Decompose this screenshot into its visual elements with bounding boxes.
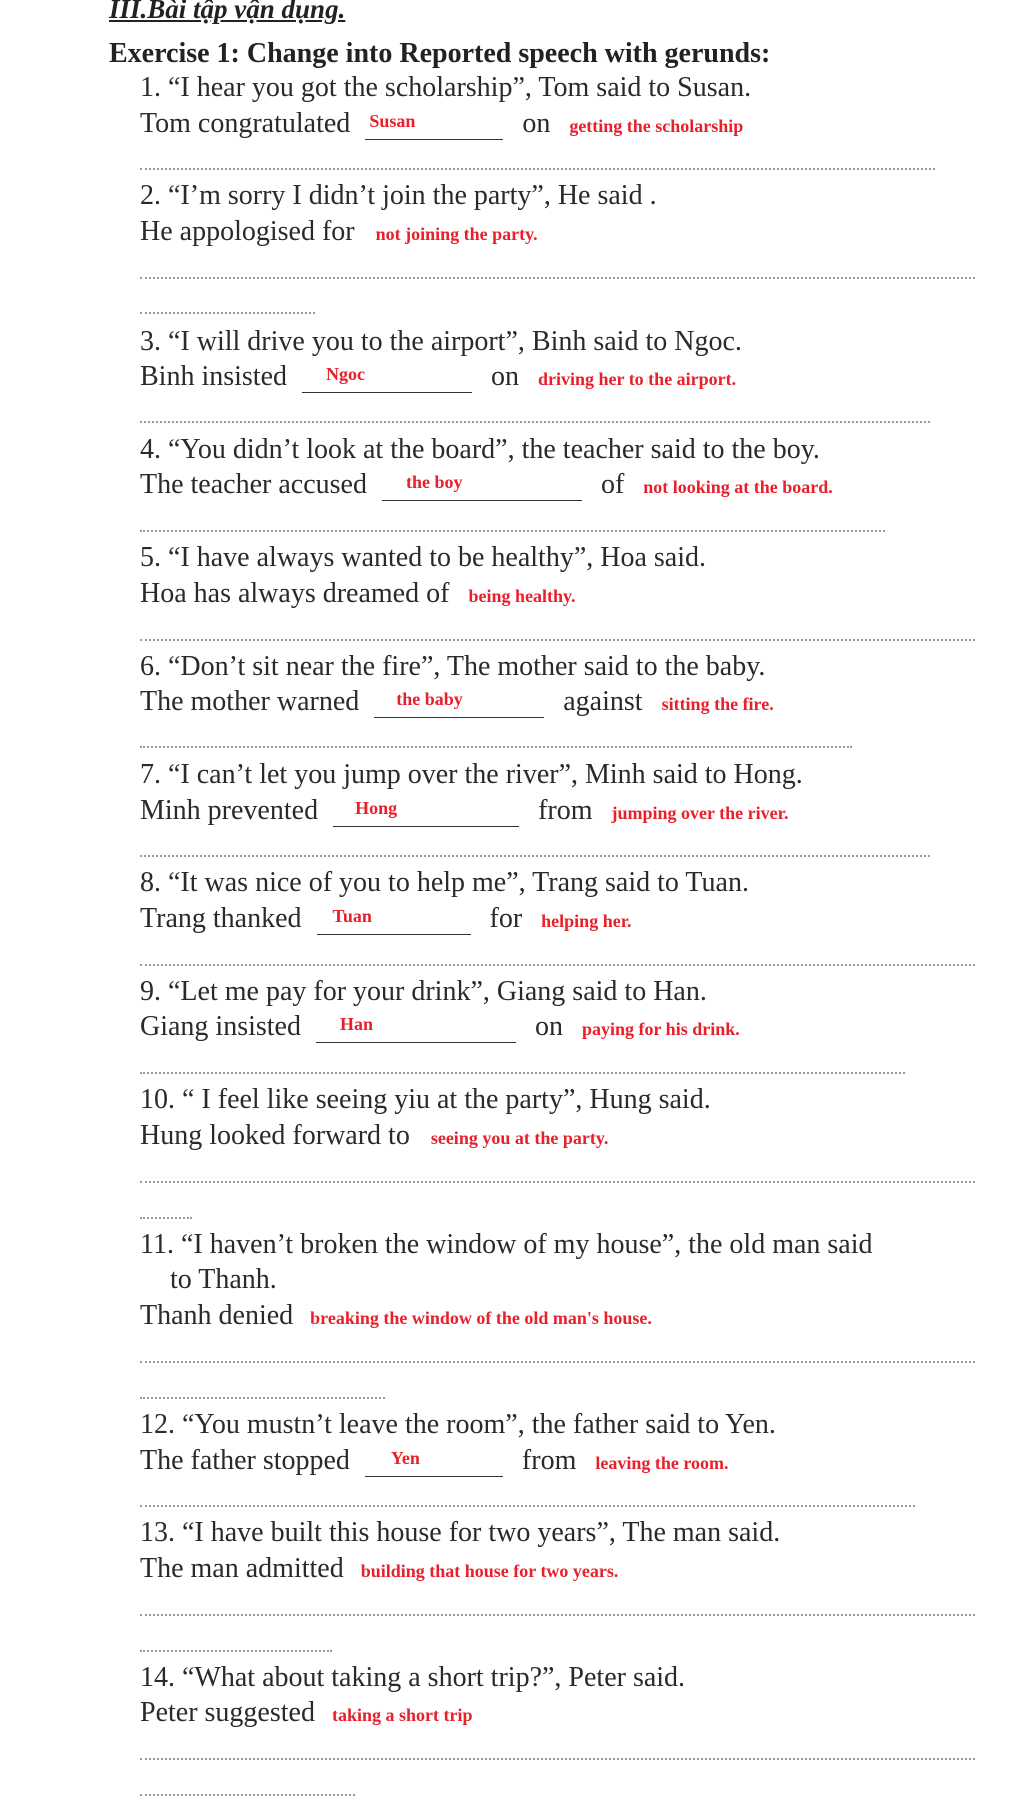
dotted-line: [140, 168, 935, 170]
dotted-line: [140, 1505, 915, 1507]
answer-stem: Hoa has always dreamed of: [140, 578, 450, 609]
gerund-answer: not joining the party.: [375, 224, 538, 244]
dotted-line: [140, 1397, 385, 1399]
preposition: on: [535, 1011, 563, 1042]
gerund-answer: driving her to the airport.: [538, 369, 737, 389]
answer-line-14: [140, 1697, 472, 1729]
question-9: 9. “Let me pay for your drink”, Giang said to Han.: [140, 976, 707, 1007]
answer-line-11: [140, 1300, 652, 1332]
blank-answer: Han: [340, 1014, 374, 1034]
answer-blank: [365, 109, 503, 140]
answer-line-13: [140, 1553, 618, 1585]
gerund-answer: jumping over the river.: [611, 803, 789, 823]
answer-line-6: [140, 686, 774, 718]
blank-answer: Tuan: [332, 906, 372, 926]
question-2: 2. “I’m sorry I didn’t join the party”, He said .: [140, 180, 657, 211]
dotted-line: [140, 1181, 975, 1183]
gerund-answer: seeing you at the party.: [430, 1128, 609, 1148]
dotted-line: [140, 312, 315, 314]
answer-blank: [333, 796, 519, 827]
answer-line-3: [140, 361, 736, 393]
answer-stem: Binh insisted: [140, 361, 288, 392]
dotted-line: [140, 1794, 355, 1796]
question-6: 6. “Don’t sit near the fire”, The mother said to the baby.: [140, 651, 766, 682]
answer-stem: Thanh denied: [140, 1300, 294, 1331]
dotted-line: [140, 1072, 905, 1074]
answer-blank: [365, 1446, 503, 1477]
answer-line-10: [140, 1120, 608, 1152]
question-8: 8. “It was nice of you to help me”, Trang said to Tuan.: [140, 867, 749, 898]
question-11-continued: to Thanh.: [170, 1264, 277, 1295]
answer-blank: [317, 904, 471, 935]
answer-blank: [302, 362, 472, 393]
dotted-line: [140, 1758, 975, 1760]
dotted-line: [140, 421, 930, 423]
dotted-line: [140, 277, 975, 279]
question-10: 10. “ I feel like seeing yiu at the party”, Hung said.: [140, 1084, 711, 1115]
gerund-answer: sitting the fire.: [661, 694, 774, 714]
answer-stem: Giang insisted: [140, 1011, 301, 1042]
question-13: 13. “I have built this house for two years”, The man said.: [140, 1517, 781, 1548]
dotted-line: [140, 964, 975, 966]
dotted-line: [140, 1217, 192, 1219]
answer-line-1: [140, 108, 743, 140]
gerund-answer: not looking at the board.: [643, 477, 833, 497]
question-5: 5. “I have always wanted to be healthy”, Hoa said.: [140, 542, 707, 573]
answer-stem: The mother warned: [140, 686, 360, 717]
question-11: 11. “I haven’t broken the window of my house”, the old man said: [140, 1229, 873, 1260]
gerund-answer: building that house for two years.: [360, 1561, 619, 1581]
question-14: 14. “What about taking a short trip?”, Peter said.: [140, 1662, 686, 1693]
preposition: from: [521, 1445, 577, 1476]
exercise-title: Exercise 1: Change into Reported speech with gerunds:: [109, 38, 771, 69]
answer-line-9: [140, 1011, 740, 1043]
dotted-line: [140, 746, 852, 748]
dotted-line: [140, 639, 975, 641]
answer-blank: [316, 1012, 516, 1043]
answer-blank: [374, 687, 544, 718]
preposition: for: [489, 903, 523, 934]
gerund-answer: taking a short trip: [331, 1705, 473, 1725]
answer-line-5: [140, 578, 575, 610]
answer-stem: The father stopped: [140, 1445, 350, 1476]
gerund-answer: breaking the window of the old man's house.: [310, 1308, 652, 1328]
section-heading: III.Bài tập vận dụng.: [109, 0, 346, 24]
preposition: on: [491, 361, 520, 392]
answer-stem: Peter suggested: [140, 1697, 315, 1728]
answer-line-8: [140, 903, 632, 935]
answer-stem: The man admitted: [140, 1553, 344, 1584]
question-3: 3. “I will drive you to the airport”, Binh said to Ngoc.: [140, 326, 742, 357]
blank-answer: Hong: [355, 798, 398, 818]
dotted-line: [140, 1614, 975, 1616]
blank-answer: Susan: [369, 111, 416, 131]
answer-line-2: [140, 216, 538, 248]
blank-answer: the boy: [405, 472, 463, 492]
answer-stem: He appologised for: [140, 216, 355, 247]
answer-stem: Hung looked forward to: [140, 1120, 410, 1151]
answer-stem: Trang thanked: [140, 903, 302, 934]
blank-answer: Ngoc: [326, 364, 366, 384]
dotted-line: [140, 855, 930, 857]
answer-stem: Tom congratulated: [140, 108, 351, 139]
gerund-answer: getting the scholarship: [569, 116, 744, 136]
gerund-answer: helping her.: [541, 911, 632, 931]
question-7: 7. “I can’t let you jump over the river”, Minh said to Hong.: [140, 759, 803, 790]
blank-answer: the baby: [396, 689, 463, 709]
answer-blank: [382, 470, 582, 501]
gerund-answer: being healthy.: [468, 586, 576, 606]
dotted-line: [140, 1361, 975, 1363]
gerund-answer: paying for his drink.: [582, 1019, 740, 1039]
question-1: 1. “I hear you got the scholarship”, Tom said to Susan.: [140, 72, 752, 103]
answer-line-4: [140, 469, 833, 501]
answer-line-7: [140, 795, 789, 827]
preposition: of: [600, 469, 625, 500]
answer-stem: Minh prevented: [140, 795, 319, 826]
dotted-line: [140, 530, 885, 532]
answer-stem: The teacher accused: [140, 469, 367, 500]
preposition: on: [522, 108, 551, 139]
dotted-line: [140, 1650, 332, 1652]
preposition: against: [563, 686, 643, 717]
preposition: from: [538, 795, 593, 826]
question-12: 12. “You mustn’t leave the room”, the father said to Yen.: [140, 1409, 776, 1440]
gerund-answer: leaving the room.: [595, 1453, 729, 1473]
answer-line-12: [140, 1445, 729, 1477]
question-4: 4. “You didn’t look at the board”, the teacher said to the boy.: [140, 434, 820, 465]
blank-answer: Yen: [390, 1448, 420, 1468]
